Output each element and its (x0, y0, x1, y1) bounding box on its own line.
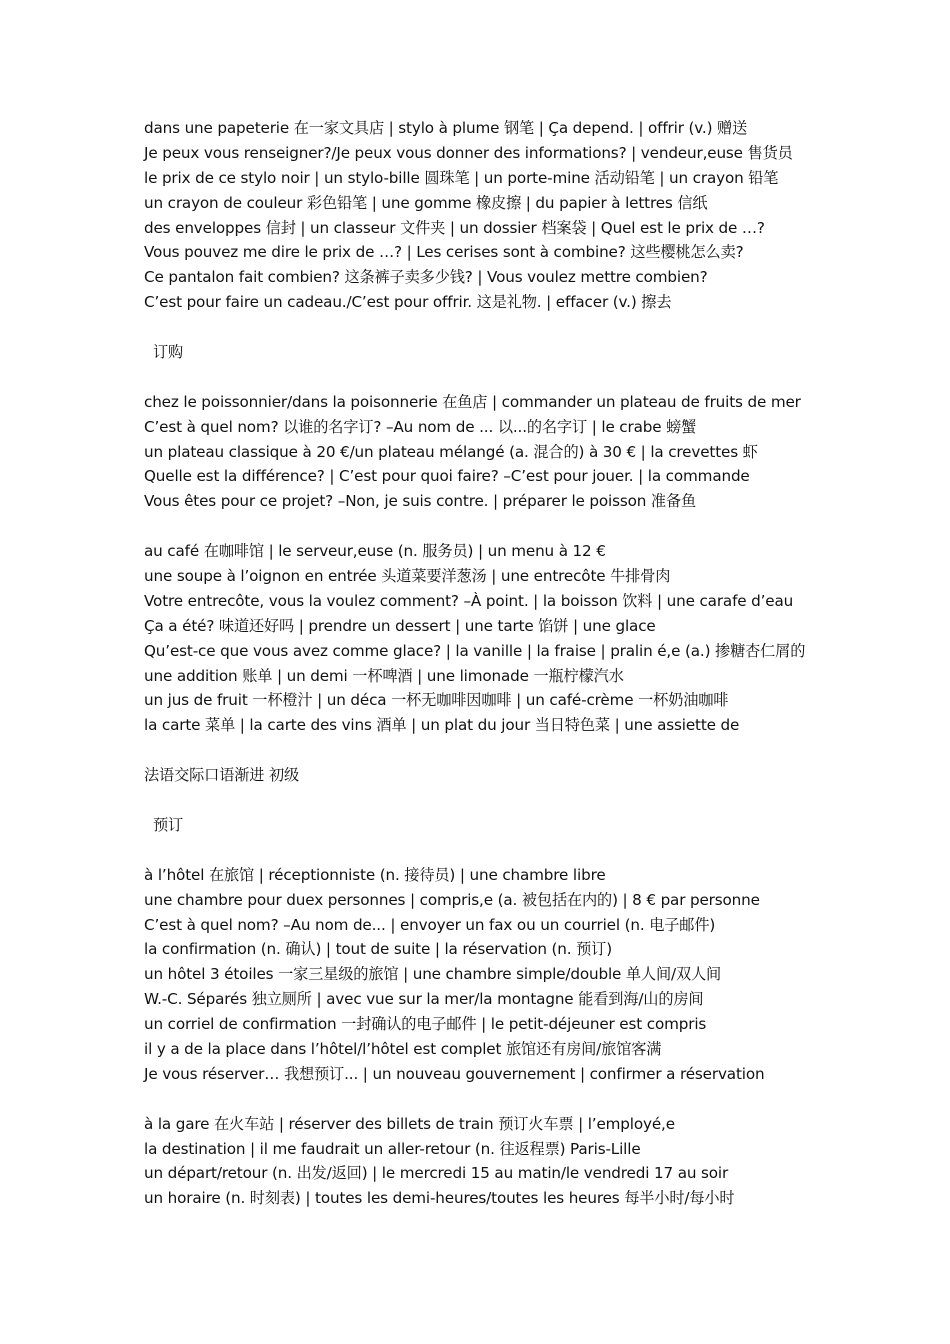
text-line: à la gare 在火车站 | réserver des billets de train 预订火车票 | l’employé,e (144, 1114, 675, 1133)
text-line: chez le poissonnier/dans la poisonnerie 在鱼店 | commander un plateau de fruits de mer (144, 392, 801, 411)
text-line: Je vous réserver… 我想预订... | un nouveau gouvernement | confirmer a réservation (144, 1064, 765, 1083)
section-heading-reservation: 预订 (153, 815, 184, 834)
text-line: la confirmation (n. 确认) | tout de suite | la réservation (n. 预订) (144, 940, 612, 959)
text-line: un jus de fruit 一杯橙汁 | un déca 一杯无咖啡因咖啡 | un café-crème 一杯奶油咖啡 (144, 691, 729, 710)
text-line: C’est à quel nom? 以谁的名字订? –Au nom de ... 以...的名字订 | le crabe 螃蟹 (144, 417, 697, 436)
text-line: dans une papeterie 在一家文具店 | stylo à plume 钢笔 | Ça depend. | offrir (v.) 赠送 (144, 119, 748, 137)
text-line: C’est à quel nom? –Au nom de... | envoyer un fax ou un courriel (n. 电子邮件) (144, 915, 716, 934)
text-line: la destination | il me faudrait un aller-retour (n. 往返程票) Paris-Lille (144, 1139, 641, 1158)
blank-line (144, 365, 924, 390)
text-line: un corriel de confirmation 一封确认的电子邮件 | le petit-déjeuner est compris (144, 1015, 707, 1034)
text-line: il y a de la place dans l’hôtel/l’hôtel est complet 旅馆还有房间/旅馆客满 (144, 1039, 662, 1058)
text-line: Quelle est la différence? | C’est pour quoi faire? –C’est pour jouer. | la commande (144, 467, 750, 486)
blank-line (144, 738, 924, 763)
text-line: une chambre pour duex personnes | compris,e (a. 被包括在内的) | 8 € par personne (144, 890, 760, 909)
text-line: un hôtel 3 étoiles 一家三星级的旅馆 | une chambre simple/double 单人间/双人间 (144, 965, 722, 984)
document-page (144, 116, 924, 1211)
text-line: W.-C. Séparés 独立厕所 | avec vue sur la mer/la montagne 能看到海/山的房间 (144, 990, 704, 1009)
blank-line (144, 315, 924, 340)
text-line: Vous êtes pour ce projet? –Non, je suis contre. | préparer le poisson 准备鱼 (144, 492, 697, 511)
blank-line (144, 788, 924, 813)
text-line: des enveloppes 信封 | un classeur 文件夹 | un dossier 档案袋 | Quel est le prix de …? (144, 218, 765, 237)
text-line: Je peux vous renseigner?/Je peux vous donner des informations? | vendeur,euse 售货员 (144, 143, 793, 162)
text-line: une soupe à l’oignon en entrée 头道菜要洋葱汤 | une entrecôte 牛排骨肉 (144, 567, 671, 586)
text-line: Votre entrecôte, vous la voulez comment? –À point. | la boisson 饮料 | une carafe d’eau (144, 591, 794, 610)
text-line: Qu’est-ce que vous avez comme glace? | la vanille | la fraise | pralin é,e (a.) 掺糖杏仁屑的 (144, 641, 806, 660)
text-line: un horaire (n. 时刻表) | toutes les demi-heures/toutes les heures 每半小时/每小时 (144, 1189, 735, 1208)
text-line: Ce pantalon fait combien? 这条裤子卖多少钱? | Vous voulez mettre combien? (144, 268, 708, 287)
text-line: au café 在咖啡馆 | le serveur,euse (n. 服务员) | un menu à 12 € (144, 542, 606, 561)
text-line: la carte 菜单 | la carte des vins 酒单 | un plat du jour 当日特色菜 | une assiette de (144, 716, 740, 735)
text-line: C’est pour faire un cadeau./C’est pour offrir. 这是礼物. | effacer (v.) 擦去 (144, 293, 672, 312)
blank-line (144, 514, 924, 539)
blank-line (144, 1087, 924, 1112)
text-line: une addition 账单 | un demi 一杯啤酒 | une limonade 一瓶柠檬汽水 (144, 666, 624, 685)
text-line: un départ/retour (n. 出发/返回) | le mercredi 15 au matin/le vendredi 17 au soir (144, 1164, 729, 1183)
text-line: Ça a été? 味道还好吗 | prendre un dessert | une tarte 馅饼 | une glace (144, 616, 656, 635)
text-line: un plateau classique à 20 €/un plateau mélangé (a. 混合的) à 30 € | la crevettes 虾 (144, 442, 758, 461)
blank-line (144, 838, 924, 863)
text-line: le prix de ce stylo noir | un stylo-bille 圆珠笔 | un porte-mine 活动铅笔 | un crayon 铅笔 (144, 168, 779, 187)
text-line: un crayon de couleur 彩色铅笔 | une gomme 橡皮擦 | du papier à lettres 信纸 (144, 193, 708, 212)
text-line: Vous pouvez me dire le prix de …? | Les cerises sont à combine? 这些樱桃怎么卖? (144, 243, 744, 262)
book-title-line: 法语交际口语渐进 初级 (144, 766, 300, 785)
section-heading-order: 订购 (153, 343, 184, 362)
text-line: à l’hôtel 在旅馆 | réceptionniste (n. 接待员) | une chambre libre (144, 865, 606, 884)
